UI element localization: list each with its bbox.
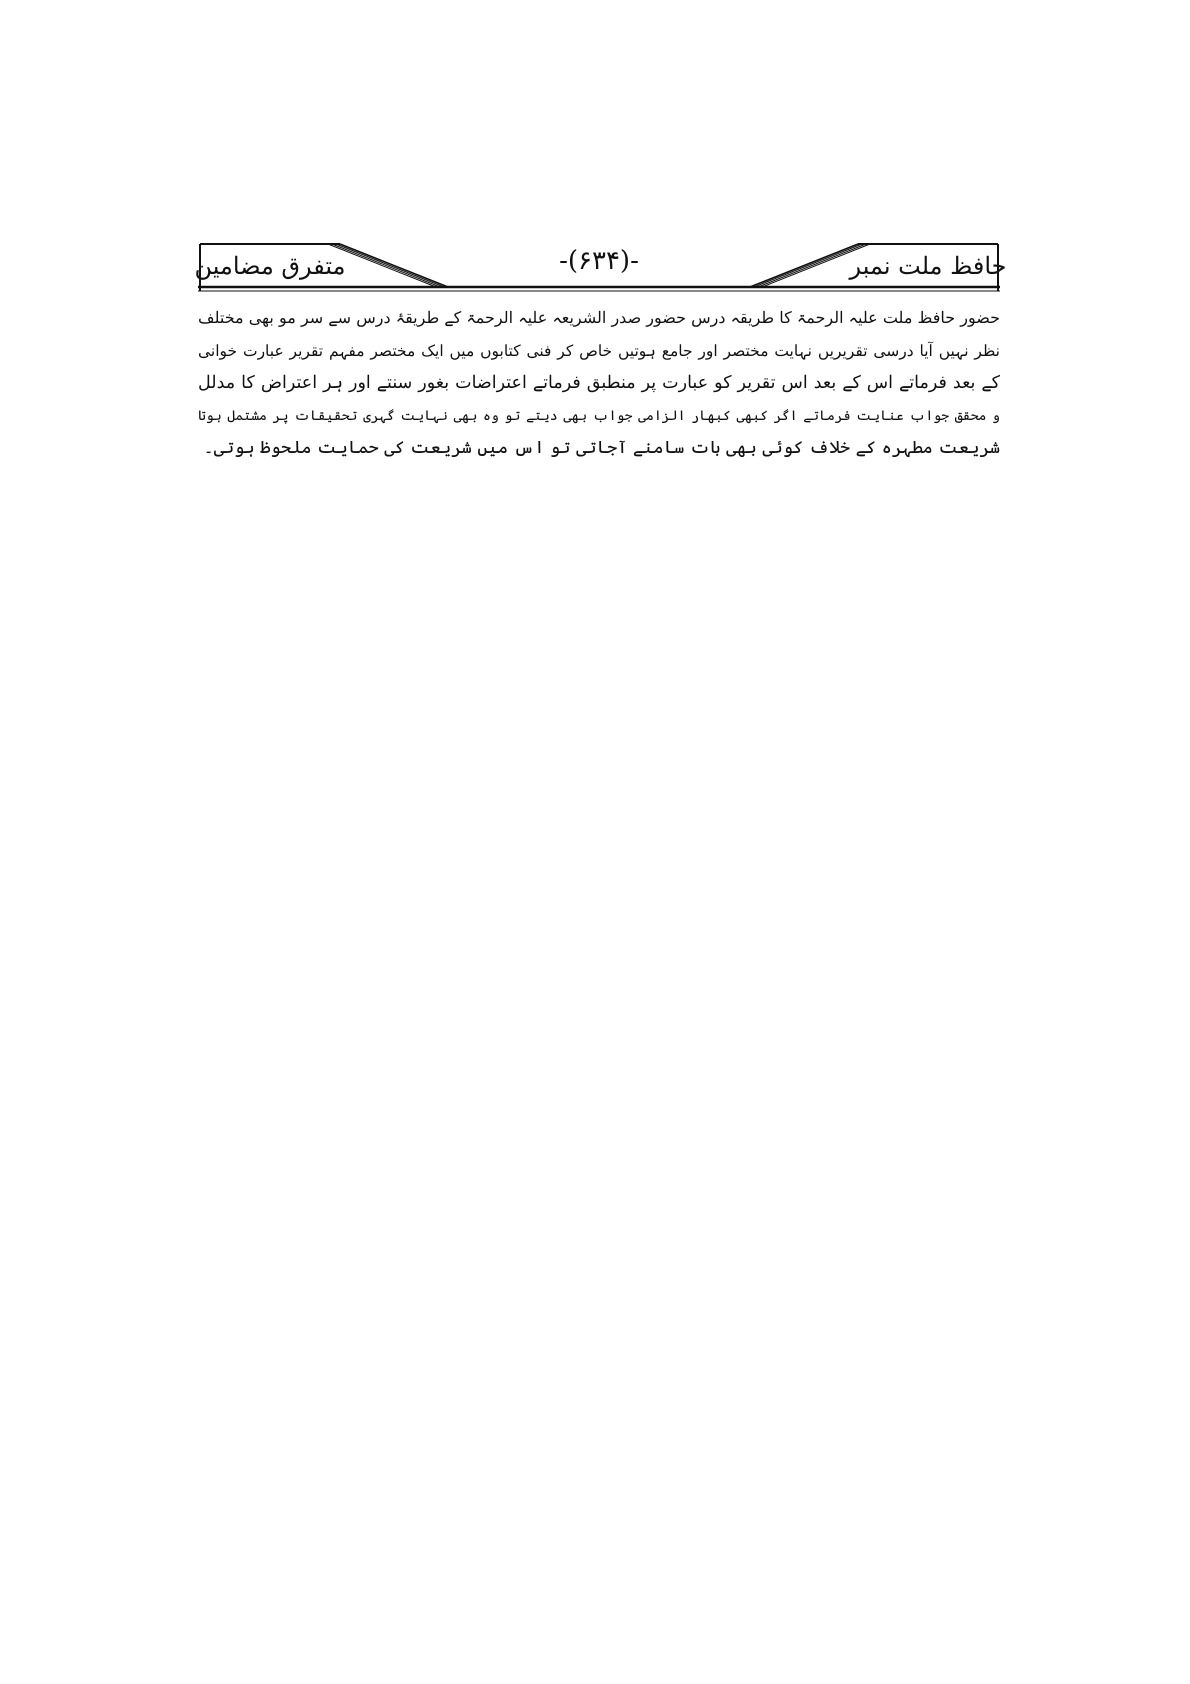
text-line: کے بعد فرماتے اس کے بعد اس تقریر کو عبارت پر منطبق فرماتے اعتراضات بغور سنتے اور ہر اعتراض کا مدلل — [198, 373, 1000, 393]
text-line: و محقق جواب عنایت فرماتے اگر کبھی کبھار الزامی جواب بھی دیتے تو وہ بھی نہایت گہری تحقیقات پر مشتمل ہوتا — [198, 407, 1000, 424]
page-number: -(۶۳۴)- — [559, 246, 639, 276]
text-line: نظر نہیں آیا درسی تقریریں نہایت مختصر اور جامع ہوتیں خاص کر فنی کتابوں میں ایک مختصر مفہم تقریر عبارت خوانی — [198, 341, 1000, 360]
text-line: شریعت مطہرہ کے خلاف کوئی بھی بات سامنے آجاتی تو اس میں شریعت کی حمایت ملحوظ ہوتی۔ — [203, 438, 1000, 458]
header-section-title: متفرق مضامین — [194, 252, 346, 280]
body-paragraph — [198, 302, 1000, 465]
text-line: حضور حافظ ملت علیہ الرحمۃ کا طریقہ درس حضور صدر الشریعہ علیہ الرحمۃ کے طریقۂ درس سے سر مو بھی مختلف — [198, 308, 1000, 327]
header-publication-title: حافظ ملت نمبر — [849, 252, 1007, 280]
page-header — [194, 240, 1007, 296]
